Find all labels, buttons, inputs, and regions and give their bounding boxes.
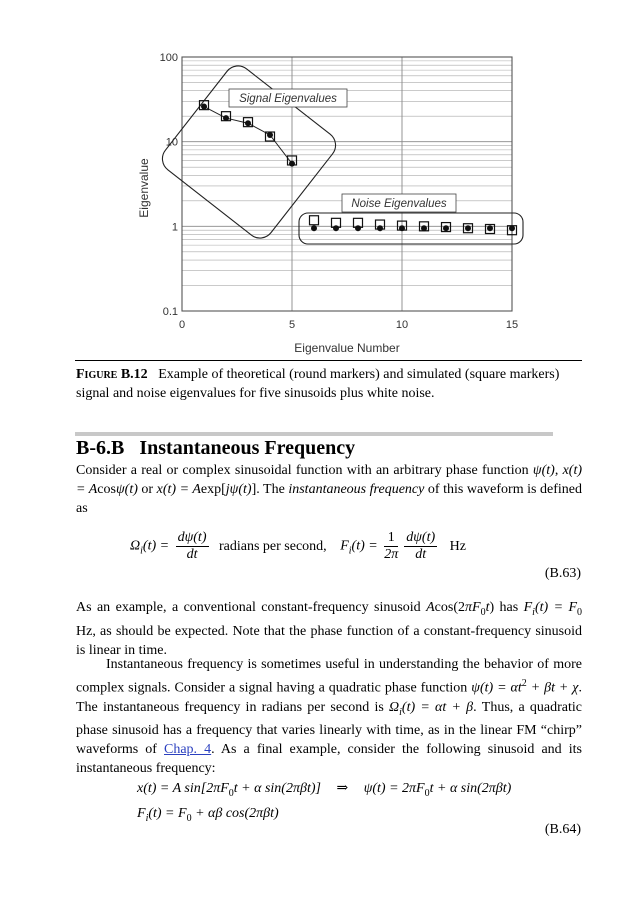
- eq64-text: x(t) = A sin[2πF: [137, 781, 229, 796]
- theoretical-point: [267, 132, 273, 138]
- caption-text: Example of theoretical (round markers) and simulated (square markers) signal and noise eigenvalues for five sinusoids plus white noise.: [76, 367, 560, 401]
- section-heading: B-6.B Instantaneous Frequency: [76, 437, 356, 459]
- para1-math: x(t) = A: [76, 463, 582, 497]
- para2-math: πF: [464, 600, 481, 615]
- theoretical-point: [487, 225, 493, 231]
- eq63-num: dψ(t): [177, 530, 207, 545]
- paragraph-1: [76, 461, 582, 518]
- para3-text: Instantaneous frequency is sometimes useful in understanding the behavior of more complex signals. Consider a signal having a quadratic phase function: [76, 657, 582, 696]
- equation-b64-line-1: [137, 780, 511, 799]
- theoretical-point: [355, 225, 361, 231]
- implies-arrow-icon: ⇒: [336, 781, 349, 796]
- eq63-num: 1: [384, 530, 398, 547]
- eq63-text: radians per second,: [219, 538, 327, 554]
- theoretical-signal-line: [204, 107, 292, 164]
- theoretical-point: [443, 225, 449, 231]
- x-tick-label: 5: [288, 319, 296, 331]
- para2-sub: 0: [480, 606, 486, 618]
- para2-sub: 0: [577, 606, 582, 618]
- chart-series: [200, 101, 517, 235]
- para1-emphasis: instantaneous frequency: [288, 482, 425, 497]
- chapter-4-link[interactable]: Chap. 4: [164, 742, 212, 758]
- y-tick-label: 1: [171, 221, 178, 234]
- equation-b63: [130, 530, 466, 563]
- para3-math: (t) = αt + β: [401, 699, 474, 715]
- eq63-lhs: (t) =: [142, 538, 170, 554]
- eq64-text: (t) = F: [148, 806, 187, 821]
- para2-math: (t) = F: [534, 600, 577, 615]
- eq64-text: t + α sin(2πβt): [429, 781, 512, 796]
- equation-number-b63: (B.63): [544, 566, 581, 581]
- x-tick-label: 15: [505, 319, 519, 331]
- theoretical-point: [333, 225, 339, 231]
- section-rule: [75, 432, 553, 436]
- para1-text: ,: [554, 463, 563, 478]
- eq64-text: F: [137, 806, 146, 821]
- theoretical-point: [465, 225, 471, 231]
- eq64-text: + αβ cos(2πβt): [191, 806, 279, 821]
- para2-text: cos(2: [434, 600, 465, 615]
- eq64-text: ψ(t) = 2πF: [363, 781, 425, 796]
- eq63-den: dt: [186, 547, 198, 562]
- eq64-text: t + α sin(2πβt)]: [233, 781, 321, 796]
- eq63-sub: i: [348, 545, 352, 557]
- para1-text: or: [137, 482, 157, 497]
- eq63-lhs: (t) =: [351, 538, 378, 554]
- eq63-sub: i: [140, 545, 143, 557]
- eq64-sub: 0: [424, 787, 430, 799]
- para2-text: As an example, a conventional constant-frequency sinusoid: [76, 600, 427, 615]
- signal-label: Signal Eigenvalues: [239, 93, 337, 105]
- eq64-sub: i: [145, 812, 149, 824]
- y-axis-label: Eigenvalue: [137, 158, 151, 218]
- theoretical-point: [289, 161, 295, 167]
- para2-text: Hz, as should be expected. Note that the phase function of a constant-frequency sinusoid is linear in time.: [76, 623, 582, 658]
- theoretical-point: [201, 104, 207, 110]
- para2-text: ) has: [489, 600, 524, 615]
- simulated-point: [310, 216, 319, 225]
- para3-math: Ω: [389, 699, 400, 715]
- equation-number-b64: (B.64): [544, 822, 581, 837]
- eq63-omega: Ω: [130, 538, 141, 554]
- figure-label: Figure B.12: [76, 367, 148, 382]
- para3-sub: i: [399, 706, 402, 718]
- theoretical-point: [377, 225, 383, 231]
- figure-caption: [76, 365, 582, 403]
- para3-math: + βt + χ: [526, 680, 579, 696]
- x-axis-label: Eigenvalue Number: [294, 341, 400, 355]
- para3-text: . Thus, a quadratic phase sinusoid has a frequency that varies linearly with time, as in the linear FM “chirp” waveforms of: [76, 699, 582, 758]
- para1-math: ψ(t): [532, 463, 555, 478]
- para2-math: t: [485, 600, 490, 615]
- para1-text: Consider a real or complex sinusoidal function with an arbitrary phase function: [76, 463, 533, 478]
- caption-rule: [75, 360, 582, 361]
- x-tick-label: 0: [178, 319, 186, 331]
- para1-math: x(t) = A: [156, 482, 201, 497]
- para3-text: . The instantaneous frequency in radians per second is: [76, 680, 582, 715]
- theoretical-point: [311, 225, 317, 231]
- y-tick-label: 100: [159, 52, 178, 64]
- eq63-fraction-2: [384, 530, 398, 563]
- para1-text: exp[: [200, 482, 226, 497]
- para1-math: jψ(t): [225, 482, 252, 497]
- theoretical-point: [245, 120, 251, 126]
- noise-label: Noise Eigenvalues: [351, 198, 447, 210]
- para1-math: ψ(t): [115, 482, 138, 497]
- paragraph-3: [76, 655, 582, 778]
- eq63-den: dt: [415, 547, 427, 562]
- para1-text: cos: [97, 482, 116, 497]
- eq63-unit: Hz: [449, 538, 466, 554]
- para3-sup: 2: [521, 678, 527, 689]
- para2-math: F: [523, 600, 533, 615]
- eq63-fraction-3: [404, 530, 437, 563]
- equation-b64-line-2: [137, 806, 279, 824]
- eq63-den: 2π: [384, 547, 399, 562]
- eq64-sub: 0: [186, 812, 192, 824]
- eq63-fraction-1: [176, 530, 209, 563]
- para1-text: ]. The: [251, 482, 289, 497]
- para2-sub: i: [532, 606, 535, 618]
- para2-math: A: [426, 600, 435, 615]
- eq63-F: F: [340, 538, 349, 554]
- para3-text: . As a final example, consider the following sinusoid and its instantaneous frequency:: [76, 742, 582, 777]
- eq64-sub: 0: [228, 787, 234, 799]
- paragraph-2: [76, 598, 582, 660]
- chart-labels: [137, 158, 400, 355]
- eq63-num: dψ(t): [406, 530, 436, 545]
- para1-text: of this waveform is defined as: [76, 482, 582, 516]
- x-tick-label: 10: [395, 319, 409, 331]
- chart-annotations: [157, 60, 523, 244]
- y-tick-label: 10: [165, 136, 178, 149]
- eigenvalue-chart: [0, 0, 636, 360]
- para3-math: ψ(t) = αt: [471, 680, 522, 696]
- y-tick-label: 0.1: [162, 306, 178, 318]
